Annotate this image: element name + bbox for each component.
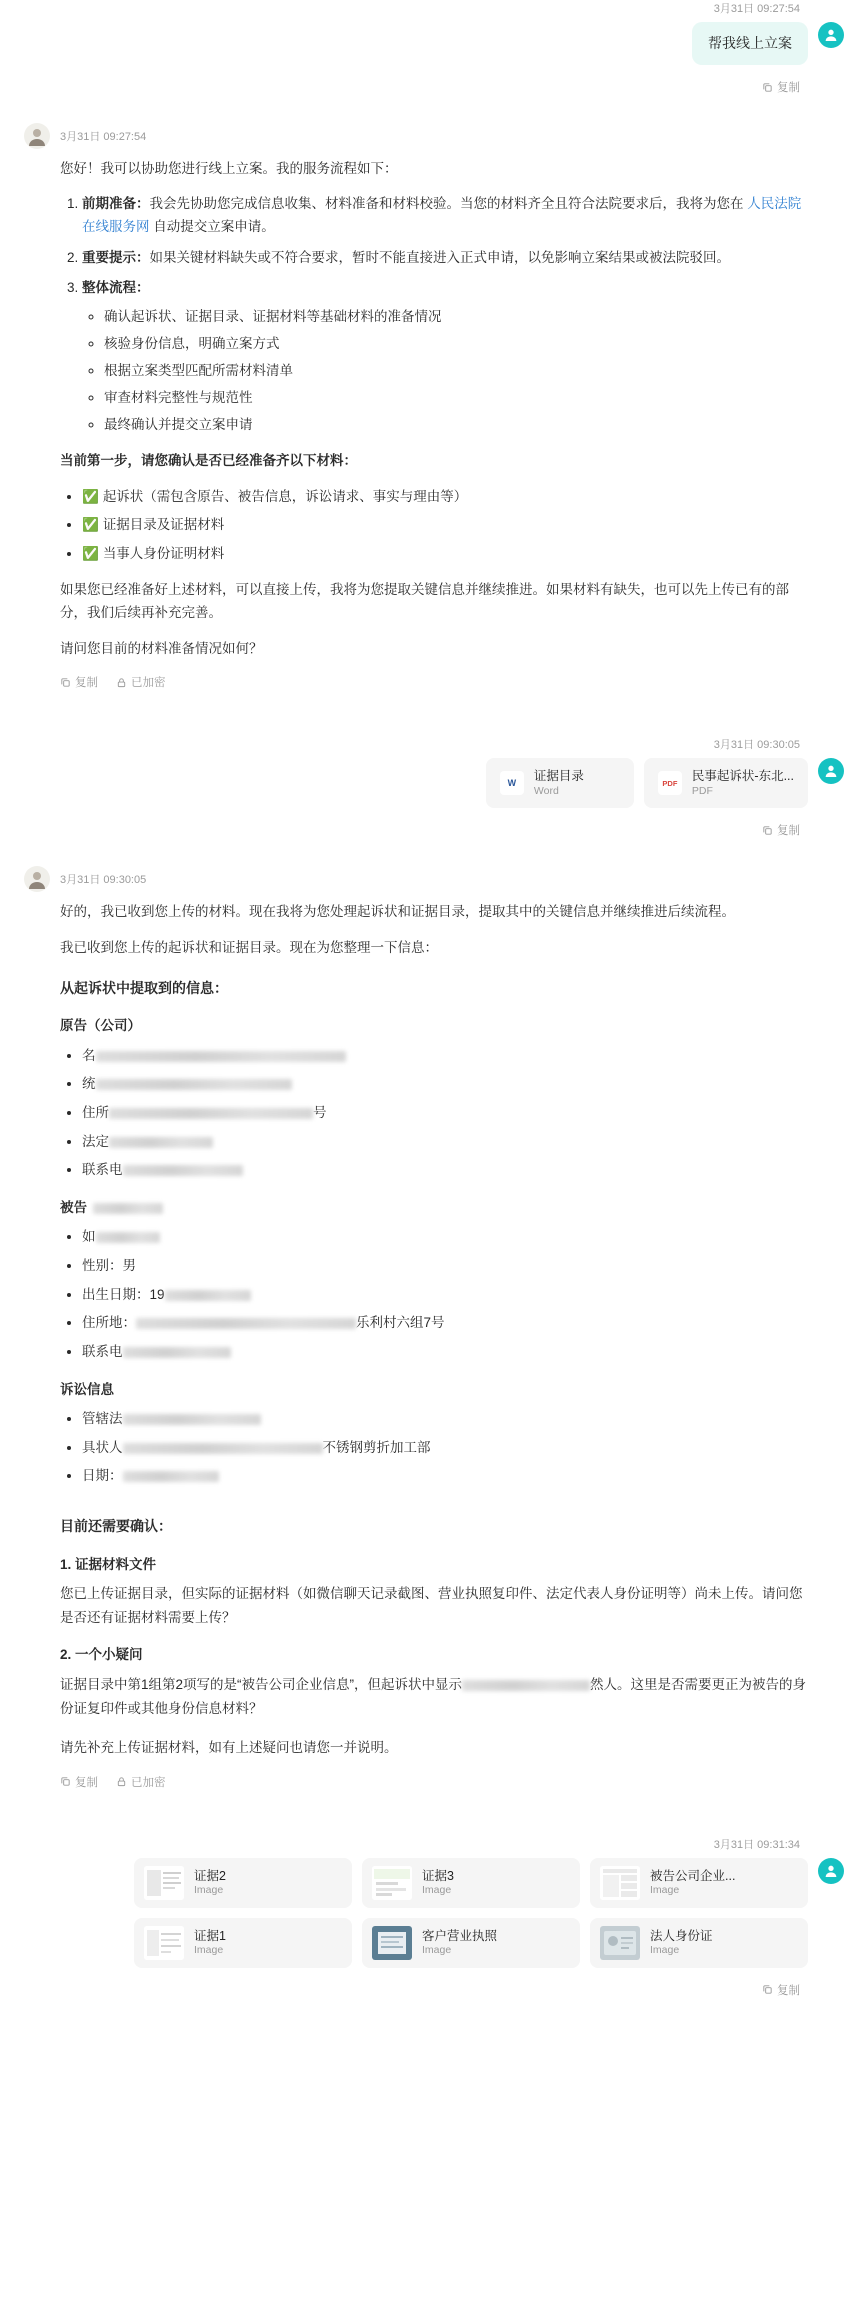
copy-label: 复制 — [777, 1984, 800, 1997]
flow-substep: ◦ 核验身份信息，明确立案方式 — [104, 333, 814, 356]
file-name: 法人身份证 — [650, 1929, 713, 1943]
copy-button[interactable] — [60, 1774, 98, 1790]
flow-step-3 — [82, 277, 814, 437]
assistant-closing: 请先补充上传证据材料，如有上述疑问也请您一并说明。 — [60, 1740, 398, 1756]
copy-label: 复制 — [777, 825, 800, 838]
question-2-text-b: 然人。这里是否需要更正为被告的身份证复印件或其他身份信息材料？ — [60, 1677, 807, 1716]
copy-button[interactable] — [762, 1982, 800, 1998]
redacted-value — [123, 1414, 261, 1425]
file-type: PDF — [691, 784, 713, 797]
service-flow-list — [60, 193, 814, 437]
question-2-text — [60, 1673, 814, 1720]
redacted-value — [136, 1318, 356, 1329]
avatar-user — [818, 22, 844, 48]
message-timestamp: 3月31日 09:27:54 — [60, 131, 147, 143]
message-timestamp: 3月31日 09:30:05 — [60, 874, 147, 887]
info-item — [82, 1283, 814, 1307]
redacted-value — [93, 1203, 163, 1214]
info-label: 日期： — [82, 1468, 123, 1484]
message-actions — [24, 79, 844, 95]
checklist-item-label: 证据目录及证据材料 — [102, 517, 225, 533]
encrypted-indicator — [116, 1774, 166, 1790]
image-attachment[interactable] — [134, 1858, 352, 1908]
defendant-info-list — [60, 1225, 814, 1363]
info-label: 住所地： — [82, 1315, 136, 1331]
court-service-link[interactable]: 人民法院在线服务网 — [82, 195, 802, 234]
info-label: 性别：男 — [82, 1258, 136, 1274]
word-badge-label: W — [507, 778, 517, 789]
image-thumbnail — [144, 1926, 184, 1960]
material-checklist — [60, 485, 814, 566]
image-thumbnail — [372, 1866, 412, 1900]
question-1-text: 您已上传证据目录，但实际的证据材料（如微信聊天记录截图、营业执照复印件、法定代表人身份证明等）尚未上传。请问您是否还有证据材料需要上传？ — [60, 1586, 803, 1625]
redacted-value — [462, 1680, 590, 1691]
info-suffix: 号 — [313, 1104, 327, 1120]
file-name: 证据1 — [194, 1929, 226, 1943]
image-attachment[interactable] — [362, 1918, 580, 1968]
file-name: 民事起诉状-东北... — [691, 769, 794, 784]
message-timestamp: 3月31日 09:27:54 — [713, 3, 800, 15]
redacted-value — [96, 1232, 160, 1243]
file-type: Image — [422, 1944, 452, 1957]
encrypted-indicator — [116, 674, 166, 690]
copy-label: 复制 — [777, 82, 800, 94]
avatar-assistant — [24, 123, 50, 149]
flow-substeps — [82, 306, 814, 437]
message-actions — [24, 674, 844, 690]
case-info-list — [60, 1407, 814, 1488]
pdf-file-icon — [658, 771, 682, 795]
pdf-badge-label: PDF — [662, 778, 678, 788]
question-2-title: 2. 一个小疑问 — [60, 1647, 143, 1663]
copy-label: 复制 — [75, 1776, 98, 1789]
info-label: 出生日期：19 — [82, 1286, 165, 1302]
flow-step-2-title: 重要提示： — [82, 249, 150, 265]
redacted-value — [96, 1079, 292, 1090]
info-item — [82, 1158, 814, 1182]
image-attachment[interactable] — [134, 1918, 352, 1968]
info-item — [82, 1436, 814, 1460]
redacted-value — [123, 1443, 323, 1454]
info-label: 联系电 — [82, 1162, 123, 1178]
plaintiff-heading: 原告（公司） — [60, 1018, 141, 1034]
file-type: Image — [650, 1884, 680, 1897]
file-type: Image — [422, 1884, 452, 1897]
encrypted-label: 已加密 — [131, 677, 166, 690]
info-item — [82, 1225, 814, 1249]
file-name: 被告公司企业... — [650, 1869, 736, 1883]
avatar-assistant — [24, 866, 50, 892]
defendant-heading: 被告 — [60, 1196, 814, 1220]
image-attachment[interactable] — [590, 1858, 808, 1908]
file-attachment[interactable] — [486, 758, 634, 808]
checklist-item — [82, 542, 814, 566]
avatar-user — [818, 1858, 844, 1884]
image-attachment[interactable] — [362, 1858, 580, 1908]
info-item — [82, 1072, 814, 1096]
info-label: 住所 — [82, 1104, 109, 1120]
current-step-title: 当前第一步，请您确认是否已经准备齐以下材料： — [60, 453, 357, 469]
info-item — [82, 1044, 814, 1068]
file-name: 证据目录 — [533, 769, 584, 784]
extracted-info-heading: 从起诉状中提取到的信息： — [60, 979, 228, 996]
flow-substep: ◦ 根据立案类型匹配所需材料清单 — [104, 360, 814, 383]
word-file-icon — [500, 771, 524, 795]
attachment-list — [486, 758, 808, 808]
flow-step-2 — [82, 247, 814, 270]
assistant-message-body — [24, 900, 814, 1760]
assistant-message-1 — [24, 123, 844, 690]
confirm-heading: 目前还需要确认： — [60, 1518, 172, 1535]
info-label: 名 — [82, 1047, 96, 1063]
checklist-item — [82, 513, 814, 537]
plaintiff-info-list — [60, 1044, 814, 1182]
message-timestamp: 3月31日 09:31:34 — [713, 1838, 800, 1851]
image-attachment[interactable] — [590, 1918, 808, 1968]
encrypted-label: 已加密 — [131, 1776, 166, 1789]
assistant-paragraph-1: 好的，我已收到您上传的材料。现在我将为您处理起诉状和证据目录，提取其中的关键信息并继续推进后续流程。 — [60, 904, 735, 920]
redacted-value — [123, 1347, 231, 1358]
file-type: Image — [650, 1944, 680, 1957]
question-2-text-a: 证据目录中第1组第2项写的是“被告公司企业信息”，但起诉状中显示 — [60, 1677, 463, 1693]
image-thumbnail — [600, 1866, 640, 1900]
copy-label: 复制 — [75, 677, 98, 690]
check-icon: ✅ — [82, 488, 99, 504]
check-icon: ✅ — [82, 545, 99, 561]
checklist-item-label: 起诉状（需包含原告、被告信息，诉讼请求、事实与理由等） — [102, 488, 468, 504]
file-name: 证据3 — [422, 1869, 454, 1883]
avatar-user — [818, 758, 844, 784]
closing-paragraph-1: 如果您已经准备好上述材料，可以直接上传，我将为您提取关键信息并继续推进。如果材料有缺失，也可以先上传已有的部分，我们后续再补充完善。 — [60, 581, 789, 621]
message-actions — [24, 822, 844, 838]
assistant-lead: 您好！我可以协助您进行线上立案。我的服务流程如下： — [60, 161, 398, 176]
copy-button[interactable] — [762, 822, 800, 838]
file-type: Image — [194, 1884, 224, 1897]
info-item — [82, 1340, 814, 1364]
assistant-message-2 — [24, 866, 844, 1790]
image-thumbnail — [372, 1926, 412, 1960]
image-thumbnail — [144, 1866, 184, 1900]
message-actions — [24, 1774, 844, 1790]
info-item — [82, 1101, 814, 1125]
redacted-value — [96, 1051, 346, 1062]
flow-step-1: 1. 前期准备：我会先协助您完成信息收集、材料准备和材料校验。当您的材料齐全且符合法院要求后，我将为您在 人民法院在线服务网 自动提交立案申请。 — [82, 193, 814, 239]
assistant-message-body — [24, 157, 814, 660]
info-label: 具状人 — [82, 1439, 123, 1455]
flow-step-1-title: 前期准备： — [82, 195, 150, 211]
redacted-value — [109, 1137, 213, 1148]
closing-paragraph-2: 请问您目前的材料准备情况如何？ — [60, 640, 263, 656]
user-message-text: 帮我线上立案 — [692, 22, 808, 65]
redacted-value — [109, 1108, 313, 1119]
info-label: 联系电 — [82, 1343, 123, 1359]
info-label: 统 — [82, 1076, 96, 1092]
flow-substep: ◦ 确认起诉状、证据目录、证据材料等基础材料的准备情况 — [104, 306, 814, 329]
checklist-item-label: 当事人身份证明材料 — [102, 545, 225, 561]
copy-button[interactable] — [60, 674, 98, 690]
redacted-value — [123, 1165, 243, 1176]
info-suffix: 乐利村六组7号 — [356, 1315, 445, 1331]
question-1-title: 1. 证据材料文件 — [60, 1556, 157, 1572]
file-name: 客户营业执照 — [422, 1929, 498, 1943]
file-attachment[interactable] — [644, 758, 808, 808]
image-attachment-grid — [134, 1858, 808, 1968]
redacted-value — [123, 1471, 219, 1482]
user-message-2 — [24, 736, 844, 838]
info-item — [82, 1407, 814, 1431]
info-suffix: 不锈钢剪折加工部 — [322, 1439, 431, 1455]
checklist-item — [82, 485, 814, 509]
file-type: Image — [194, 1944, 224, 1957]
info-item — [82, 1254, 814, 1278]
message-actions — [24, 1982, 844, 1998]
flow-substep: ◦ 最终确认并提交立案申请 — [104, 414, 814, 437]
copy-button[interactable] — [762, 79, 800, 95]
case-info-heading: 诉讼信息 — [60, 1381, 114, 1397]
flow-step-3-title: 整体流程： — [82, 280, 150, 296]
redacted-value — [165, 1290, 251, 1301]
flow-step-2-text: 如果关键材料缺失或不符合要求，暂时不能直接进入正式申请，以免影响立案结果或被法院驳回。 — [149, 249, 730, 265]
info-label: 管辖法 — [82, 1411, 123, 1427]
info-item — [82, 1464, 814, 1488]
file-type: Word — [533, 784, 559, 797]
info-item — [82, 1130, 814, 1154]
info-label: 如 — [82, 1229, 96, 1245]
check-icon: ✅ — [82, 517, 99, 533]
message-timestamp: 3月31日 09:30:05 — [713, 739, 800, 752]
info-item — [82, 1311, 814, 1335]
image-thumbnail — [600, 1926, 640, 1960]
info-label: 法定 — [82, 1133, 109, 1149]
file-name: 证据2 — [194, 1869, 226, 1883]
flow-substep: ◦ 审查材料完整性与规范性 — [104, 387, 814, 410]
user-message-3 — [24, 1836, 844, 1998]
user-message-1 — [24, 0, 844, 95]
assistant-paragraph-2: 我已收到您上传的起诉状和证据目录。现在为您整理一下信息： — [60, 939, 438, 955]
